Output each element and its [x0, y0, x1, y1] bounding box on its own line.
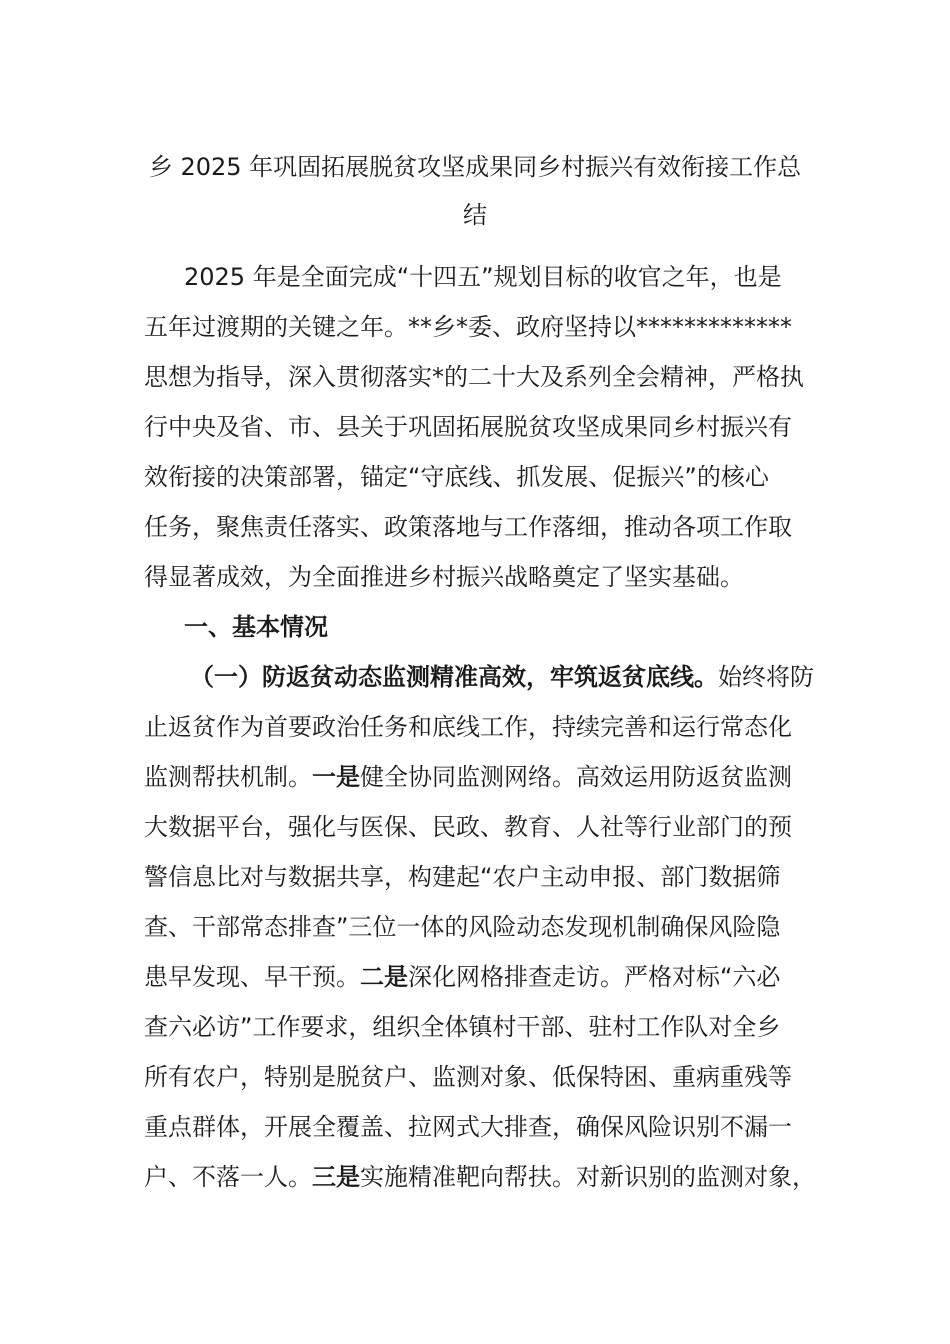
paragraph-line: 所有农户，特别是脱贫户、监测对象、低保特困、重病重残等: [144, 1063, 792, 1091]
intro-line: 得显著成效，为全面推进乡村振兴战略奠定了坚实基础。: [144, 563, 744, 591]
title-line-1: 乡 2025 年巩固拓展脱贫攻坚成果同乡村振兴有效衔接工作总: [148, 153, 802, 181]
title-line-2: 结: [463, 201, 487, 229]
paragraph-line: 大数据平台，强化与医保、民政、教育、人社等行业部门的预: [144, 813, 792, 841]
bold-marker: 二是: [360, 963, 408, 991]
paragraph-line: 止返贫作为首要政治任务和底线工作，持续完善和运行常态化: [144, 713, 792, 741]
section-heading-text: 一、基本情况: [184, 613, 328, 641]
paragraph-line: [144, 752, 810, 802]
paragraph-line: 查、干部常态排查”三位一体的风险动态发现机制确保风险隐: [144, 913, 781, 941]
intro-line: 2025 年是全面完成“十四五”规划目标的收官之年，也是: [184, 263, 782, 291]
paragraph-text: 患早发现、早干预。: [144, 963, 360, 991]
bold-marker: 一是: [312, 763, 360, 791]
subsection-heading: （一）防返贫动态监测精准高效，牢筑返贫底线。: [190, 663, 718, 691]
intro-line: 思想为指导，深入贯彻落实*的二十大及系列全会精神，严格执: [144, 363, 804, 391]
paragraph-text: 户、不落一人。: [144, 1163, 312, 1191]
paragraph-text: 始终将防: [718, 663, 814, 691]
paragraph-text: 健全协同监测网络。高效运用防返贫监测: [360, 763, 792, 791]
document-body: [144, 252, 816, 1202]
intro-line: 任务，聚焦责任落实、政策落地与工作落细，推动各项工作取: [144, 513, 792, 541]
subsection-line: [144, 652, 814, 702]
paragraph-text: 监测帮扶机制。: [144, 763, 312, 791]
paragraph-line: 警信息比对与数据共享，构建起“农户主动申报、部门数据筛: [144, 863, 781, 891]
paragraph-text: 深化网格排查走访。严格对标“六必: [408, 963, 781, 991]
intro-line: 五年过渡期的关键之年。**乡*委、政府坚持以*************: [144, 313, 792, 341]
paragraph-line: 查六必访”工作要求，组织全体镇村干部、驻村工作队对全乡: [144, 1013, 781, 1041]
document-title: [140, 143, 810, 239]
paragraph-line: [144, 1152, 816, 1202]
bold-marker: 三是: [312, 1163, 360, 1191]
paragraph-line: [144, 952, 810, 1002]
intro-line: 行中央及省、市、县关于巩固拓展脱贫攻坚成果同乡村振兴有: [144, 413, 792, 441]
intro-line: 效衔接的决策部署，锚定“守底线、抓发展、促振兴”的核心: [144, 463, 769, 491]
paragraph-text: 实施精准靶向帮扶。对新识别的监测对象，: [360, 1163, 816, 1191]
paragraph-line: 重点群体，开展全覆盖、拉网式大排查，确保风险识别不漏一: [144, 1113, 792, 1141]
section-heading: [144, 602, 810, 652]
